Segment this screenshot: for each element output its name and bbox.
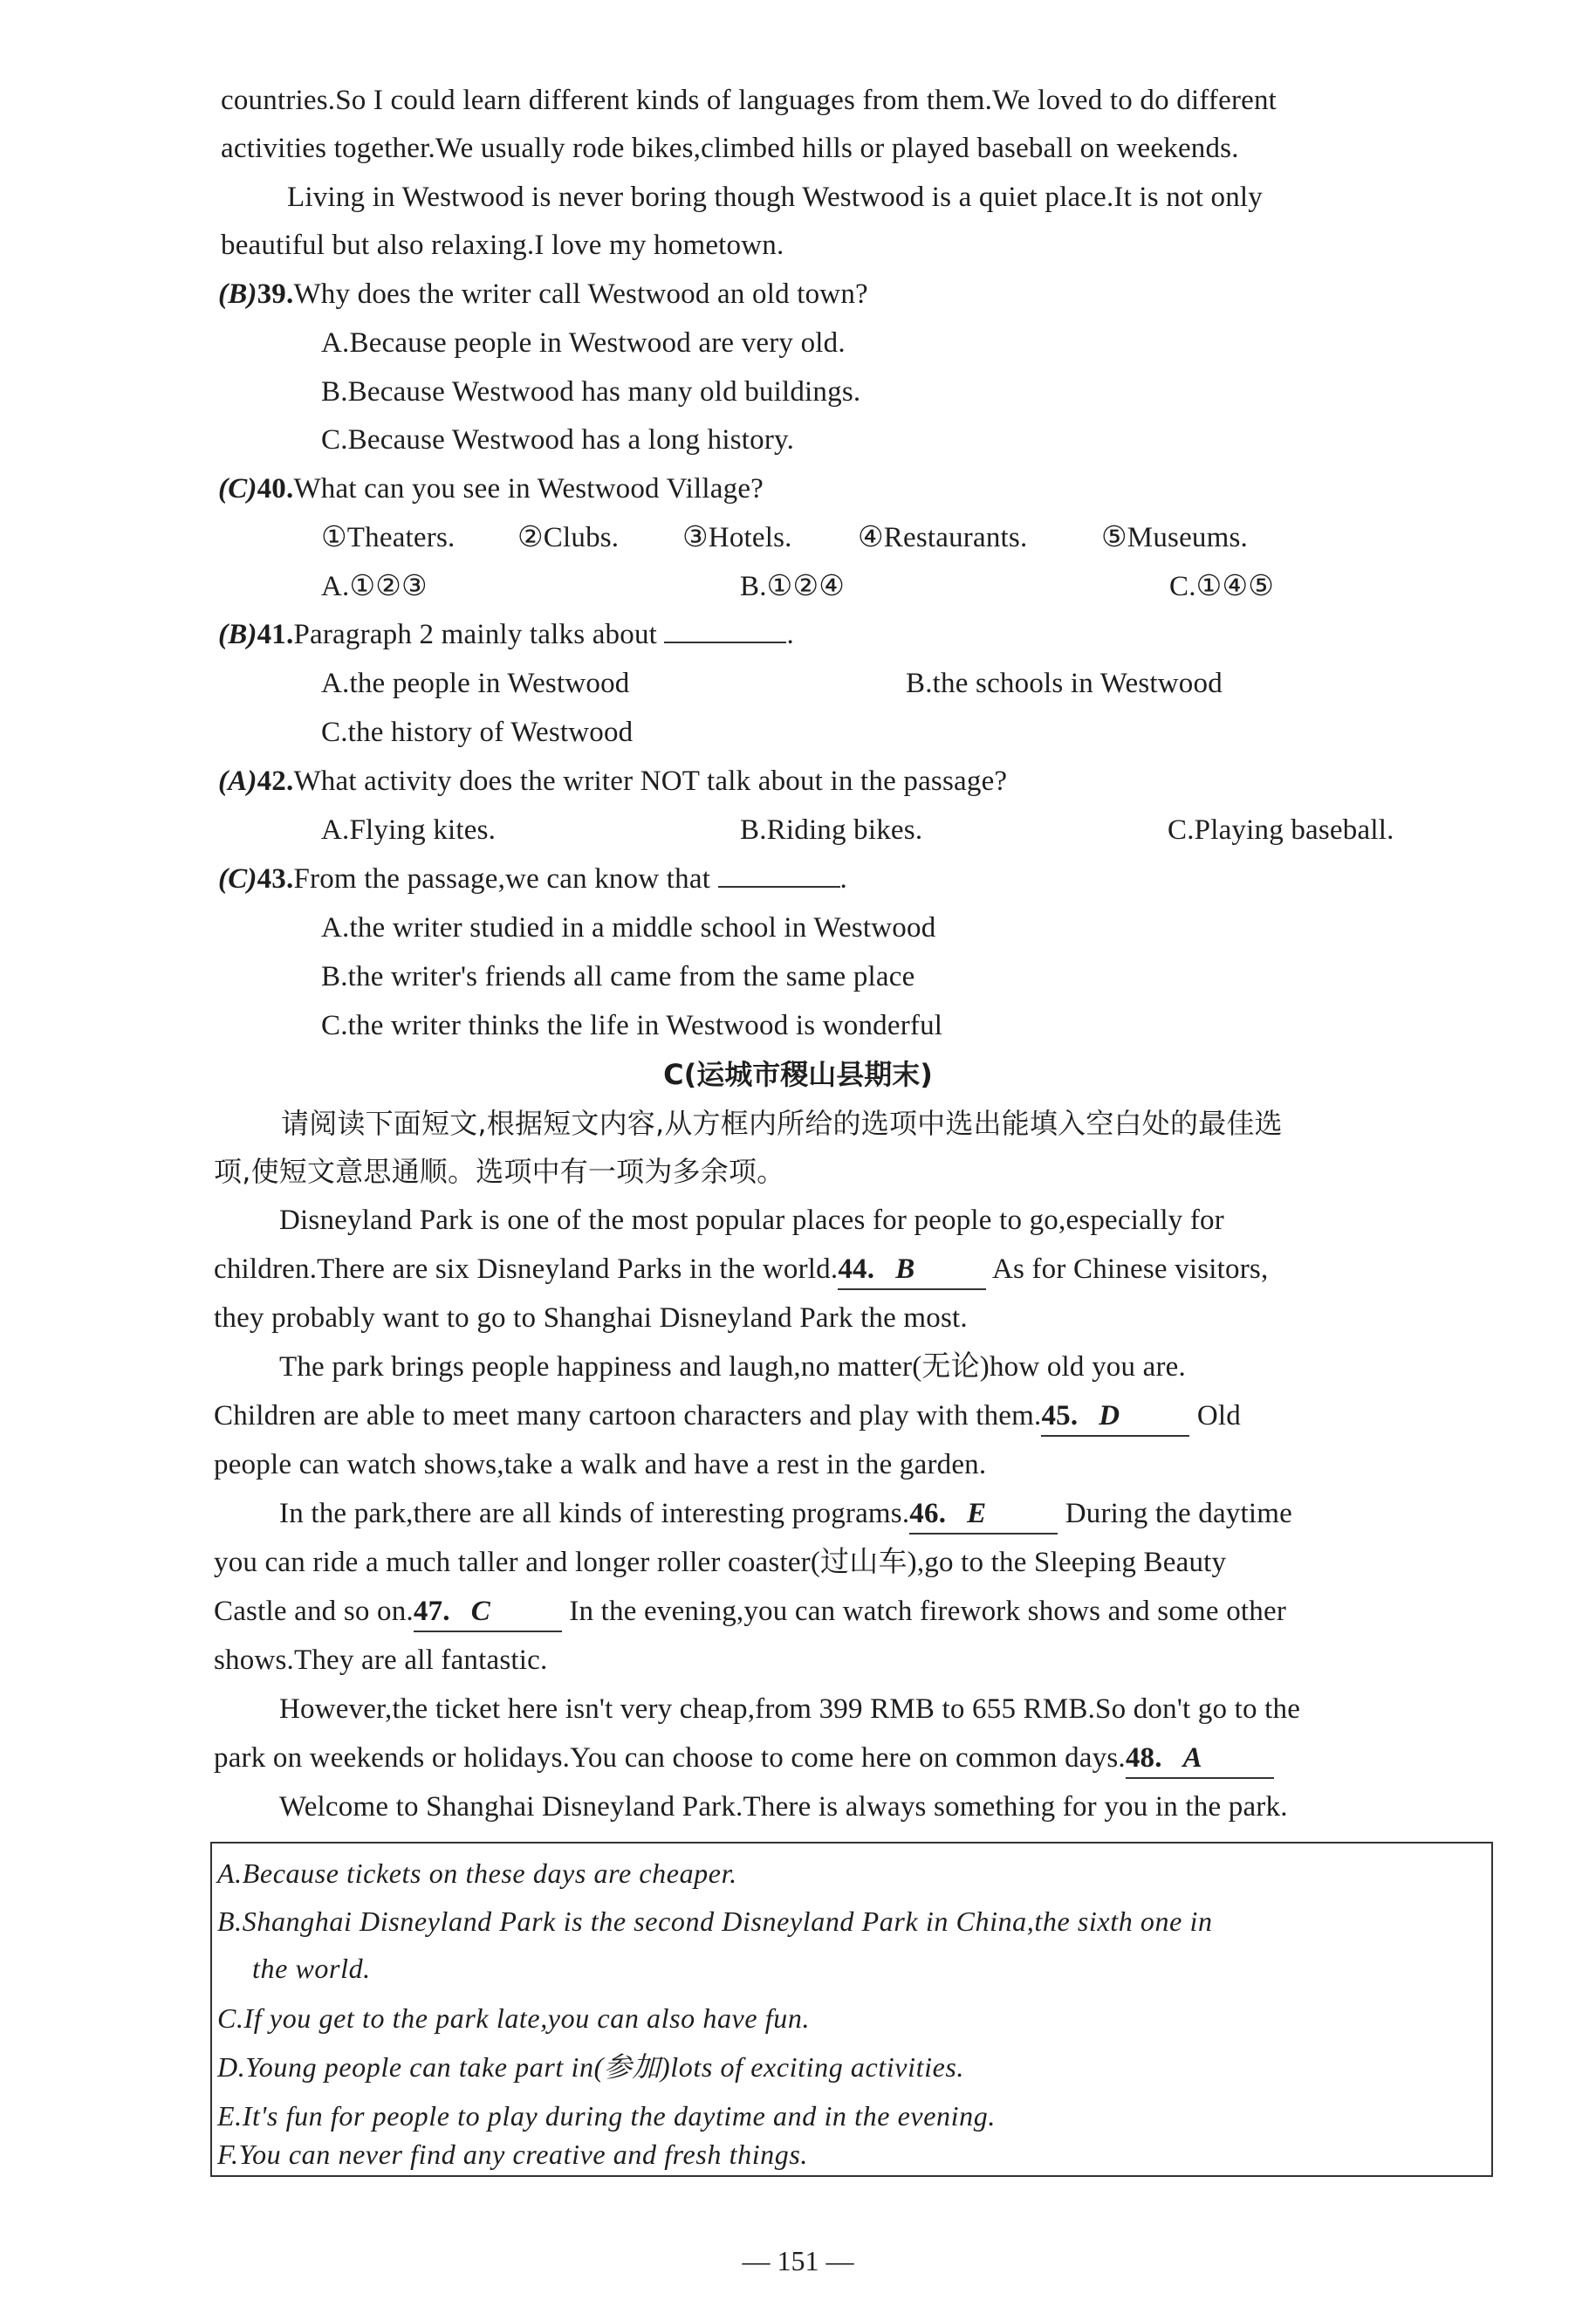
question-number-42: 42. [257, 766, 294, 797]
q43-option-a: A.the writer studied in a middle school in Westwood [321, 912, 936, 944]
question-number-39: 39. [257, 278, 294, 310]
blank-46 [909, 1494, 1058, 1535]
question-43: (C)43.From the passage,we can know that . [218, 860, 847, 898]
question-40 [218, 470, 764, 508]
option-c: C.If you get to the park late,you can also have fun. [217, 2002, 811, 2034]
q40-option-b: B.①②④ [740, 571, 846, 602]
answer-39: (B) [218, 278, 257, 310]
c-paragraph-3-line-3 [214, 1592, 1286, 1632]
c-paragraph-4-line-1: However,the ticket here isn't very cheap,from 399 RMB to 655 RMB.So don't go to the [279, 1693, 1301, 1725]
question-number-43: 43. [257, 863, 294, 895]
option-f: F.You can never find any creative and fresh things. [217, 2139, 809, 2170]
c-p1-text: children.There are six Disneyland Parks in the world. [214, 1253, 839, 1285]
blank-46-answer: E [967, 1498, 987, 1529]
c-p3-tail-2: In the evening,you can watch firework shows and some other [569, 1596, 1287, 1627]
c-paragraph-3-line-1 [279, 1494, 1292, 1535]
c-paragraph-3-line-4: shows.They are all fantastic. [214, 1644, 548, 1676]
option-a: A.Because tickets on these days are cheaper. [217, 1857, 737, 1889]
q40-item-4: ④Restaurants. [858, 522, 1028, 553]
section-c-instruction-2: 项,使短文意思通顺。选项中有一项为多余项。 [214, 1155, 785, 1188]
q40-item-1: ①Theaters. [321, 522, 456, 553]
question-text-43: From the passage,we can know that [293, 863, 711, 895]
question-text-42: What activity does the writer NOT talk about in the passage? [293, 766, 1008, 797]
question-42 [218, 762, 1007, 800]
c-paragraph-1-line-1: Disneyland Park is one of the most popular places for people to go,especially for [279, 1205, 1224, 1236]
blank-47-number: 47. [413, 1596, 450, 1627]
q41-option-a: A.the people in Westwood [321, 668, 630, 699]
option-d: D.Young people can take part in(参加)lots of exciting activities. [217, 2051, 965, 2083]
q42-option-c: C.Playing baseball. [1168, 814, 1394, 846]
blank-44 [838, 1250, 986, 1290]
c-p3-text: In the park,there are all kinds of interesting programs. [279, 1498, 910, 1529]
question-text-39: Why does the writer call Westwood an old town? [293, 278, 868, 310]
q41-option-c: C.the history of Westwood [321, 717, 634, 748]
blank-41 [664, 615, 786, 643]
passage-line-4: beautiful but also relaxing.I love my hometown. [221, 230, 784, 261]
q42-option-b: B.Riding bikes. [740, 814, 923, 846]
q40-option-c: C.①④⑤ [1169, 571, 1275, 602]
question-number-40: 40. [257, 473, 294, 505]
question-number-41: 41. [257, 619, 294, 650]
answer-41: (B) [218, 619, 257, 650]
q39-option-b: B.Because Westwood has many old buildings. [321, 376, 861, 408]
blank-48 [1126, 1739, 1274, 1779]
q39-option-a: A.Because people in Westwood are very old. [321, 327, 846, 359]
question-39 [218, 275, 868, 313]
c-paragraph-3-line-2: you can ride a much taller and longer roller coaster(过山车),go to the Sleeping Beauty [214, 1547, 1227, 1578]
c-p4-text: park on weekends or holidays.You can choose to come here on common days. [214, 1742, 1126, 1774]
c-paragraph-1-line-2 [214, 1250, 1268, 1290]
q39-option-c: C.Because Westwood has a long history. [321, 424, 795, 456]
blank-46-number: 46. [909, 1498, 947, 1529]
section-c-title: C(运城市稷山县期末) [663, 1058, 933, 1091]
answer-43: (C) [218, 863, 257, 895]
q40-item-5: ⑤Museums. [1101, 522, 1248, 553]
option-b-line-1: B.Shanghai Disneyland Park is the second Disneyland Park in China,the sixth one in [217, 1905, 1213, 1937]
c-paragraph-1-line-3: they probably want to go to Shanghai Disneyland Park the most. [214, 1302, 968, 1334]
options-box [210, 1842, 1493, 2177]
question-text-41: Paragraph 2 mainly talks about [293, 619, 658, 650]
q40-option-a: A.①②③ [321, 571, 428, 602]
c-p1-tail: As for Chinese visitors, [991, 1253, 1269, 1285]
blank-44-answer: B [895, 1253, 915, 1285]
c-p2-text: Children are able to meet many cartoon characters and play with them. [214, 1400, 1042, 1432]
q41-option-b: B.the schools in Westwood [906, 668, 1223, 699]
c-p2-tail: Old [1196, 1400, 1241, 1432]
passage-line-3: Living in Westwood is never boring though Westwood is a quiet place.It is not only [287, 182, 1263, 213]
c-paragraph-2-line-3: people can watch shows,take a walk and have a rest in the garden. [214, 1449, 987, 1480]
c-p3-tail: During the daytime [1065, 1498, 1292, 1529]
blank-45-answer: D [1099, 1400, 1120, 1432]
c-paragraph-4-line-2 [214, 1739, 1274, 1779]
blank-43 [718, 860, 840, 888]
answer-42: (A) [218, 766, 257, 797]
blank-48-number: 48. [1125, 1742, 1162, 1774]
blank-47 [414, 1592, 562, 1632]
c-paragraph-2-line-2 [214, 1397, 1241, 1437]
q43-option-c: C.the writer thinks the life in Westwood is wonderful [321, 1010, 943, 1041]
option-e: E.It's fun for people to play during the daytime and in the evening. [217, 2100, 996, 2132]
question-text-40: What can you see in Westwood Village? [293, 473, 764, 505]
blank-48-answer: A [1182, 1742, 1202, 1774]
passage-line-2: activities together.We usually rode bikes,climbed hills or played baseball on weekends. [221, 133, 1239, 164]
q43-option-b: B.the writer's friends all came from the same place [321, 961, 915, 992]
page-number: — 151 — [742, 2245, 854, 2276]
blank-47-answer: C [470, 1596, 490, 1627]
blank-45 [1041, 1397, 1189, 1437]
blank-45-number: 45. [1041, 1400, 1079, 1432]
c-p3-head: Castle and so on. [214, 1596, 414, 1627]
section-c-instruction-1: 请阅读下面短文,根据短文内容,从方框内所给的选项中选出能填入空白处的最佳选 [281, 1107, 1283, 1140]
option-b-line-2: the world. [252, 1953, 371, 1984]
c-paragraph-5-line-1: Welcome to Shanghai Disneyland Park.There is always something for you in the park. [279, 1791, 1288, 1823]
q40-item-2: ②Clubs. [517, 522, 620, 553]
c-paragraph-2-line-1: The park brings people happiness and laugh,no matter(无论)how old you are. [279, 1351, 1186, 1383]
blank-44-number: 44. [838, 1253, 875, 1285]
question-41: (B)41.Paragraph 2 mainly talks about . [218, 615, 794, 654]
answer-40: (C) [218, 473, 257, 505]
q40-item-3: ③Hotels. [682, 522, 792, 553]
passage-line-1: countries.So I could learn different kinds of languages from them.We loved to do different [221, 85, 1277, 116]
q42-option-a: A.Flying kites. [321, 814, 497, 846]
